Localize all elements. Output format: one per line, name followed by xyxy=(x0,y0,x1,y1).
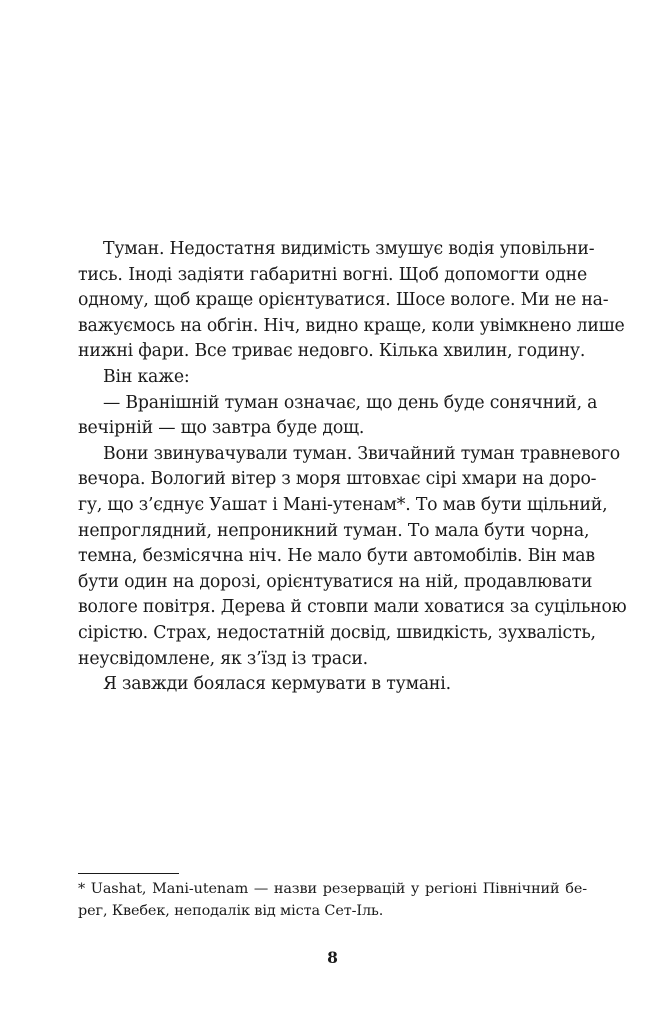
text-line: Я завжди боялася кермувати в тумані. xyxy=(103,674,451,695)
text-line: Він каже: xyxy=(103,366,190,387)
text-line: сірістю. Страх, недостатній досвід, швидкість, зухвалість, xyxy=(78,622,596,643)
page-number: 8 xyxy=(327,948,338,967)
text-line: бути один на дорозі, орієнтуватися на ній, продавлювати xyxy=(78,571,593,592)
text-line: Вони звинувачували туман. Звичайний туман травневого xyxy=(103,443,620,464)
text-line: одному, щоб краще орієнтуватися. Шосе вологе. Ми не на- xyxy=(78,290,609,311)
text-line: вечора. Вологий вітер з моря штовхає сірі хмари на доро- xyxy=(78,469,597,490)
text-line: тись. Іноді задіяти габаритні вогні. Щоб допомогти одне xyxy=(78,264,587,285)
text-line: важуємось на обгін. Ніч, видно краще, коли увімкнено лише xyxy=(78,315,625,336)
footnote-line: рег, Квебек, неподалік від міста Сет-Іль. xyxy=(78,903,384,919)
text-line: непроглядний, непроникний туман. То мала бути чорна, xyxy=(78,520,590,541)
text-line: — Вранішній туман означає, що день буде сонячний, а xyxy=(103,392,598,413)
text-line: вечірній — що завтра буде дощ. xyxy=(78,418,365,439)
main-text xyxy=(78,237,627,698)
footnote xyxy=(78,878,587,922)
text-line: неусвідомлене, як з’їзд із траси. xyxy=(78,648,368,669)
text-line: Туман. Недостатня видимість змушує водія уповільни- xyxy=(103,239,595,259)
footnote-line: * Uashat, Mani-utenam — назви резервацій у регіоні Північний бе- xyxy=(78,881,587,897)
text-line: вологе повітря. Дерева й стовпи мали ховатися за суцільною xyxy=(78,597,627,618)
text-line: темна, безмісячна ніч. Не мало бути автомобілів. Він мав xyxy=(78,546,595,567)
footnote-divider xyxy=(78,873,179,874)
text-line: нижні фари. Все триває недовго. Кілька хвилин, годину. xyxy=(78,341,586,362)
text-line: гу, що з’єднує Уашат і Мані-утенам*. То мав бути щільний, xyxy=(78,494,608,515)
